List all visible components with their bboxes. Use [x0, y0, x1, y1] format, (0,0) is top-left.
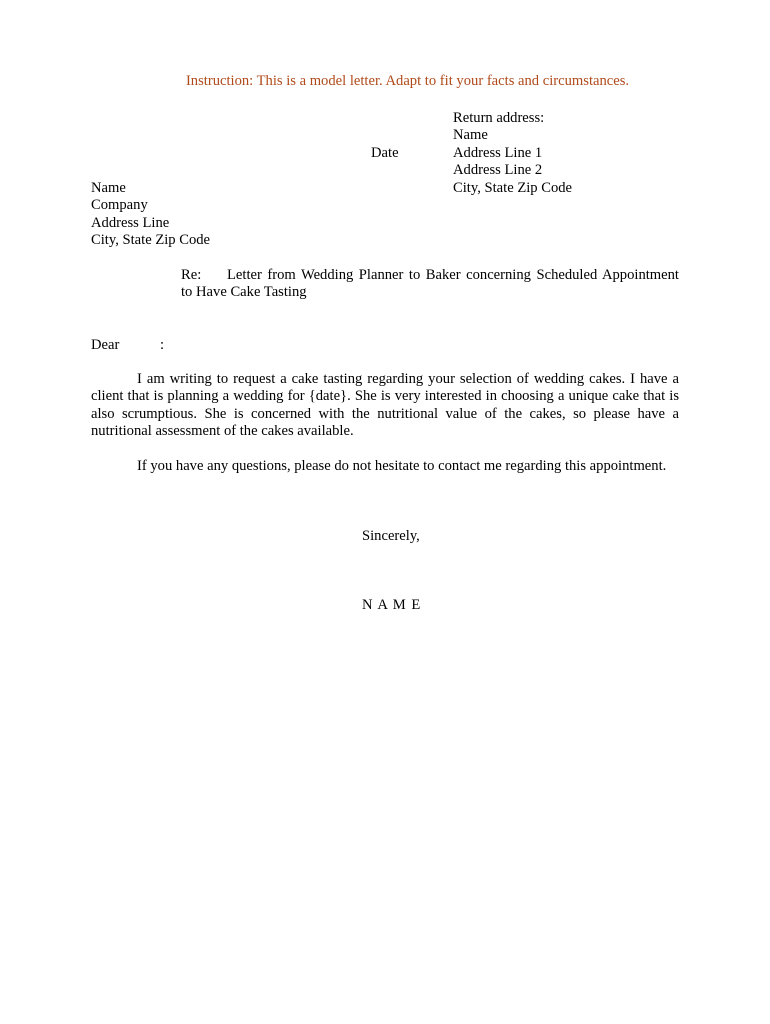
recipient-name: Name	[91, 180, 126, 196]
re-subject: Letter from Wedding Planner to Baker concerning Scheduled Appointment to Have Cake Tasting	[181, 267, 679, 301]
return-address-line2: Address Line 2	[453, 162, 543, 179]
return-address	[453, 110, 572, 197]
recipient-address-line: Address Line	[91, 214, 170, 231]
recipient-company: Company	[91, 197, 148, 214]
body-paragraph-1: I am writing to request a cake tasting regarding your selection of wedding cakes. I have a client that is planning a wedding for {date}. She is very interested in choosing a unique cake that is also scrumptious. She is concerned with the nutritional value of the cakes, so please have a nutritional assessment of the cakes available.	[91, 371, 679, 440]
return-address-name: Name	[453, 127, 488, 144]
salutation-colon: :	[160, 337, 165, 353]
recipient-address	[91, 180, 210, 250]
return-address-city: City, State Zip Code	[453, 179, 573, 196]
return-address-label: Return address:	[453, 110, 545, 126]
closing: Sincerely,	[362, 528, 420, 544]
salutation-dear: Dear	[91, 337, 120, 353]
return-address-line1: Address Line 1	[453, 144, 543, 161]
body-paragraph-2: If you have any questions, please do not hesitate to contact me regarding this appointment.	[137, 458, 667, 474]
signature-name: N A M E	[362, 597, 422, 613]
instruction-text: Instruction: This is a model letter. Adapt to fit your facts and circumstances.	[185, 73, 630, 89]
date-field: Date	[371, 145, 399, 161]
recipient-city: City, State Zip Code	[91, 232, 211, 249]
re-label: Re:	[181, 267, 202, 283]
